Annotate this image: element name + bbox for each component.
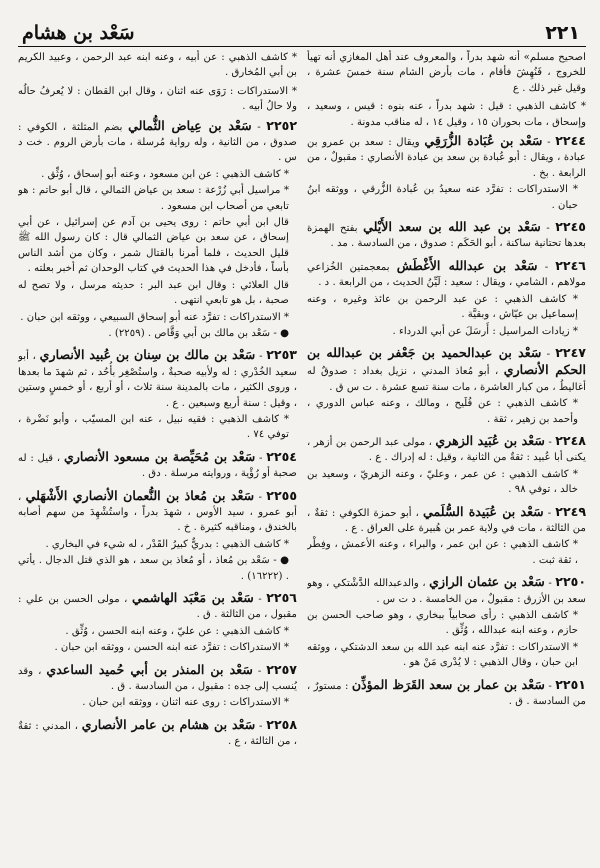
entry-dash: - (542, 137, 556, 149)
entry-dash: - (544, 680, 556, 692)
entry-heading (18, 449, 297, 482)
entry-description: ، أبو مُعاذ المدني ، نزيل بغداد : صدوقٌ له أغاليطُ ، من كبار العاشرة ، مات سنة تسع عشرة . ت س ق . (307, 366, 586, 393)
biography-entry (18, 717, 297, 750)
entry-dash: - (543, 507, 556, 519)
entry-number: ٢٢٥٦ (266, 590, 297, 605)
page-header (18, 10, 586, 47)
entry-description: ويقال : سعد بن عمرو بن عبادة ، ويقال : أبو عُبادة بن سعد بن عبادة الأنصاري : مقبولٌ ، من الرابعة . بخ . (307, 137, 586, 179)
entry-dash: - (537, 261, 556, 273)
entry-note: * كاشف الذهبي : عن عبد الرحمن بن عائذ وغيره ، وعنه إسماعيل بن عيّاش ، وبقيَّة . (307, 293, 578, 321)
entry-description: ، المدني : ثقةٌ ، من الثالثة ، ع . (18, 720, 297, 748)
intro-paragraph: * الاستدراكات : رَوَى عنه اثنان ، وقال ابن القطان : لا يُعرفُ حالُه ولا حالُ أبيه . (18, 85, 297, 113)
entry-number: ٢٢٤٥ (555, 219, 586, 235)
entry-number: ٢٢٤٧ (555, 344, 586, 360)
entry-note: * كاشف الذهبي : عن فُلَيح ، ومالك ، وعنه عباس الدوري ، وأحمد بن زهير ، ثقة . (307, 398, 578, 425)
entry-heading (307, 677, 586, 710)
entry-note: * كاشف الذهبي : عن عمر ، وعليّ ، وعنه الزهريّ ، وسعيد بن خالد ، توفي ٩٨ . (307, 468, 578, 496)
entry-note: قال ابن أبي حاتم : روى يحيى بن آدم عن إسرائيل ، عن أبي إسحاق ، عن سعد بن عياض الثمالي قال : كان رسول الله ﷺ قليل الحديث ، فلما أمرنا بالقتال شمر ، وكان من أشد الناس بأساً ، فأدخل في هذا الحديث في كتاب الوحدان ثم أخبر بعلته . (18, 217, 289, 275)
entry-heading (18, 347, 297, 411)
text-columns (18, 50, 586, 862)
intro-paragraph: * كاشف الذهبي : قيل : شهد بدراً ، عنه بنوه : قيس ، وسعيد ، وإسحاق ، مات بحوران ١٥ ، وقيل ١٤ ، له مناقب مدونة . (307, 101, 586, 128)
entry-dash: - (254, 491, 267, 503)
entry-note: * كاشف الذهبي : عن عليّ ، وعنه ابنه الحسن ، وُثِّق . (65, 625, 289, 637)
entry-note: * كاشف الذهبي : عن ابن مسعود ، وعنه أبو إسحاق ، وُثِّق . (41, 168, 289, 180)
entry-dash: - (251, 121, 267, 133)
entry-note: * كاشف الذهبي : رأى صحابياً ببخاري ، وهو صاحب الحسن بن حازم ، وعنه ابنه عبدالله ، وُثِّق . (307, 610, 578, 637)
entry-note: * الاستدراكات : تفرَّد عنه ابنه الحسن ، ووثقه ابن حبان . (54, 642, 289, 654)
entry-dash: - (253, 594, 267, 605)
entry-note: * كاشف الذهبي : عن ابن عمر ، والبراء ، وعنه الأعمش ، وفِطْر ، ثقة ثبت . (307, 539, 578, 566)
entry-heading (307, 219, 586, 252)
biography-entry (307, 574, 586, 670)
entry-name: سَعْد بن مُعاذ بن النُّعمان الأنصاري الأَشْهَلي (25, 487, 255, 503)
entry-name: سَعْد بن عثمان الرازي (429, 574, 545, 590)
entry-dash: - (541, 348, 556, 360)
entry-number: ٢٢٥١ (555, 676, 586, 692)
entry-name: سَعْد بن عبدالحميد بن جَعْفر بن عبدالله بن الحكم الأنصاري (307, 344, 586, 378)
entry-description: بفتح الهمزة بعدها تحتانية ساكنة ، أبو الحَكَم : صدوق ، من السادسة . مد . (307, 223, 586, 250)
entry-name: سَعْد بن مَعْبَد الهاشمي (131, 590, 254, 605)
biography-entry (18, 662, 297, 711)
entry-heading (307, 133, 586, 181)
right-column (307, 50, 586, 862)
entry-note: * الاستدراكات : تفرَّد عنه ابنه عبد الله بن سعد الدشتكي ، ووثقه ابن حبان ، وقال الذهبي : لا يُدْرى مَنْ هو . (307, 641, 578, 669)
biography-entry (18, 118, 297, 342)
biography-entry (18, 590, 297, 656)
biography-entry (18, 449, 297, 482)
entry-note: قال العلائي : وقال ابن عبد البر : حديثه مرسل ، ولا تصح له صحبة ، بل هو تابعي انتهى . (18, 279, 289, 307)
entry-dash: - (544, 436, 556, 448)
entry-name: سَعْد بن مالك بن سِنان بن عُبيد الأنصاري (39, 347, 256, 363)
entry-heading (18, 662, 297, 695)
entry-heading (307, 504, 586, 537)
entry-number: ٢٢٥٤ (266, 448, 297, 464)
entry-dash: - (540, 223, 556, 235)
entry-number: ٢٢٤٤ (555, 133, 586, 149)
entry-name: سَعْد بن هشام بن عامر الأنصاري (81, 716, 256, 732)
entry-heading (18, 118, 297, 166)
entry-number: ٢٢٥٥ (266, 487, 297, 503)
entry-description: بضم المثلثة ، الكوفي : صدوق ، من الثانية ، وله رواية مُرسلة ، مات بأرض الروم . خت د س . (18, 121, 297, 164)
entry-name: سَعْد بن مُحَيِّصة بن مسعود الأنصاري (63, 448, 256, 464)
biography-entry (307, 219, 586, 252)
entry-heading (18, 590, 297, 623)
entry-note: * الاستدراكات : تفرَّد عنه أبو إسحاق السبيعي ، ووثقه ابن حبان . (20, 311, 289, 323)
entry-description: ، أبو سعيد الخُدْري : له ولأبيه صحبةٌ ، واستُصْغِر بأُحُد ، ثم شهدَ ما بعدها ، وروى الكثير ، مات بالمدينة سنة ثلاث ، أو أربع ، أو خمسٍ وستين ، وقيل : سنة أربع وسبعين . ع . (18, 351, 297, 409)
intro-paragraph: اصحيح مسلم» أنه شهد بدراً ، والمعروف عند أهل المغازي أنه تهيأ للخروج ، فَنُهِشَ فأقام ، مات بأرض الشام سنة خمسَ عشرة ، وقيل غير ذلك . ع (307, 52, 586, 94)
entry-heading (307, 345, 586, 395)
biography-entry (307, 133, 586, 213)
entry-dash: - (252, 665, 267, 677)
entry-number: ٢٢٥٨ (266, 716, 297, 732)
entry-heading (307, 433, 586, 466)
entry-description: : مستورٌ ، من السادسة . ق . (307, 680, 586, 708)
entry-number: ٢٢٤٩ (555, 503, 586, 519)
entry-dash: - (544, 578, 556, 590)
biography-entry (307, 433, 586, 498)
entry-number: ٢٢٥٣ (266, 347, 297, 363)
entry-description: ، والدعبدالله الدَّشْتكي ، وهو سعد بن الأزرق : مقبولٌ ، من الخامسة . د ت س . (307, 578, 586, 605)
entry-name: سَعْد بن عبد الله بن سعد الأَيْلي (363, 219, 541, 235)
entry-description: ، مولى عبد الرحمن بن أزهر ، يكنى أبا عُبيد : ثقةٌ من الثانية ، وقيل : له إدراك . ع . (307, 436, 586, 464)
entry-dash: - (255, 720, 267, 732)
entry-name: سَعْد بن المنذر بن أبي حُميد الساعدي (46, 661, 253, 677)
entry-note: * كاشف الذهبي : فقيه نبيل ، عنه ابن المسيّب ، وأبو نَضْرة ، توفي ٧٤ . (18, 413, 289, 441)
intro-paragraph: * كاشف الذهبي : عن أبيه ، وعنه ابنه عبد الرحمن ، وعبيد الكريم بن أبي المُخارق . (18, 52, 297, 79)
entry-note: * الاستدراكات : روى عنه اثنان ، ووثقه ابن حبان . (82, 697, 289, 709)
entry-dash: - (255, 452, 267, 464)
biography-entry (307, 504, 586, 569)
entry-description: ، أبو عمرو ، سيد الأوس ، شهدَ بدراً ، واستُشْهِدَ من سهم أصابه بالخندق ، ومناقبه كثيرة . خ . (18, 491, 297, 534)
biography-entry (18, 488, 297, 584)
entry-number: ٢٢٥٢ (266, 117, 297, 133)
entry-name: سَعْد بن عُبَيدة السُّلَمي (423, 503, 544, 519)
entry-number: ٢٢٤٦ (555, 257, 586, 273)
entry-name: سَعْد بن عمار بن سعد القَرَظ المؤذِّن (351, 676, 545, 692)
biography-entry (307, 677, 586, 710)
entry-description: ، أبو حمزة الكوفي : ثقةٌ ، من الثالثة ، مات في ولاية عمر بن هُبيرة على العراق . ع . (307, 507, 586, 534)
entry-note: ● - سَعْد بن مالك بن أبي وَقَّاص . (٢٢٥٩) . (108, 327, 289, 339)
entry-heading (18, 488, 297, 536)
biography-entry (18, 347, 297, 442)
entry-number: ٢٢٤٨ (555, 432, 586, 448)
entry-description: ، قيل : له صحبة أو رُؤْية ، وروايته مرسلة . دق . (18, 452, 297, 480)
left-column (18, 50, 297, 862)
entry-heading (307, 258, 586, 291)
entry-description: بمعجمتين الخُزاعي مولاهم ، الشامي ، ويقال : سعيد : لَيِّنُ الحديث ، من الرابعة . د . (307, 261, 586, 289)
entry-number: ٢٢٥٠ (555, 574, 586, 590)
entry-description: ، وقد يُنسب إلى جده : مقبول ، من السادسة . ق . (18, 665, 297, 693)
entry-number: ٢٢٥٧ (266, 661, 297, 677)
entry-name: سَعْد بن عُبَادة الزُّرَقِي (424, 133, 543, 149)
entry-note: * زيادات المراسيل : أَرسَلَ عن أبي الدرداء . (392, 325, 578, 337)
entry-description: ، مولى الحسن بن علي : مقبول ، من الثالثة . ق . (18, 594, 297, 621)
entry-name: سَعْد بن عِياض الثُّمالي (128, 117, 252, 133)
entry-name: سَعْد بن عُبَيد الزهري (435, 432, 545, 448)
page-number: ٢٢١ (545, 22, 580, 44)
entry-heading (307, 574, 586, 607)
entry-note: * الاستدراكات : تفرَّد عنه سعيدُ بن عُبادة الزُّرقي ، ووثقه ابنُ حبان . (307, 184, 578, 211)
running-title: سَعْد بن هشام (22, 22, 135, 44)
biography-entry (307, 258, 586, 339)
entry-name: سَعْد بن عبدالله الأَغْطَش (396, 257, 538, 273)
entry-note: * مراسيل أبي زُرْعة : سعد بن عياض الثمالي ، قال أبو حاتم : هو تابعي من أصحاب ابن مسعود . (18, 185, 289, 212)
entry-heading (18, 717, 297, 750)
entry-dash: - (255, 351, 267, 363)
entry-note: * كاشف الذهبي : بدريٌّ كبيرُ القَدْر ، له شيء في البخاري . (45, 538, 289, 550)
entry-note: ● - سَعْد بن مُعاذ ، أو مُعاذ بن سعد ، هو الذي قتل الدجال . يأتي . (١٦٢٢٢) . (18, 555, 289, 582)
biography-entry (307, 345, 586, 427)
